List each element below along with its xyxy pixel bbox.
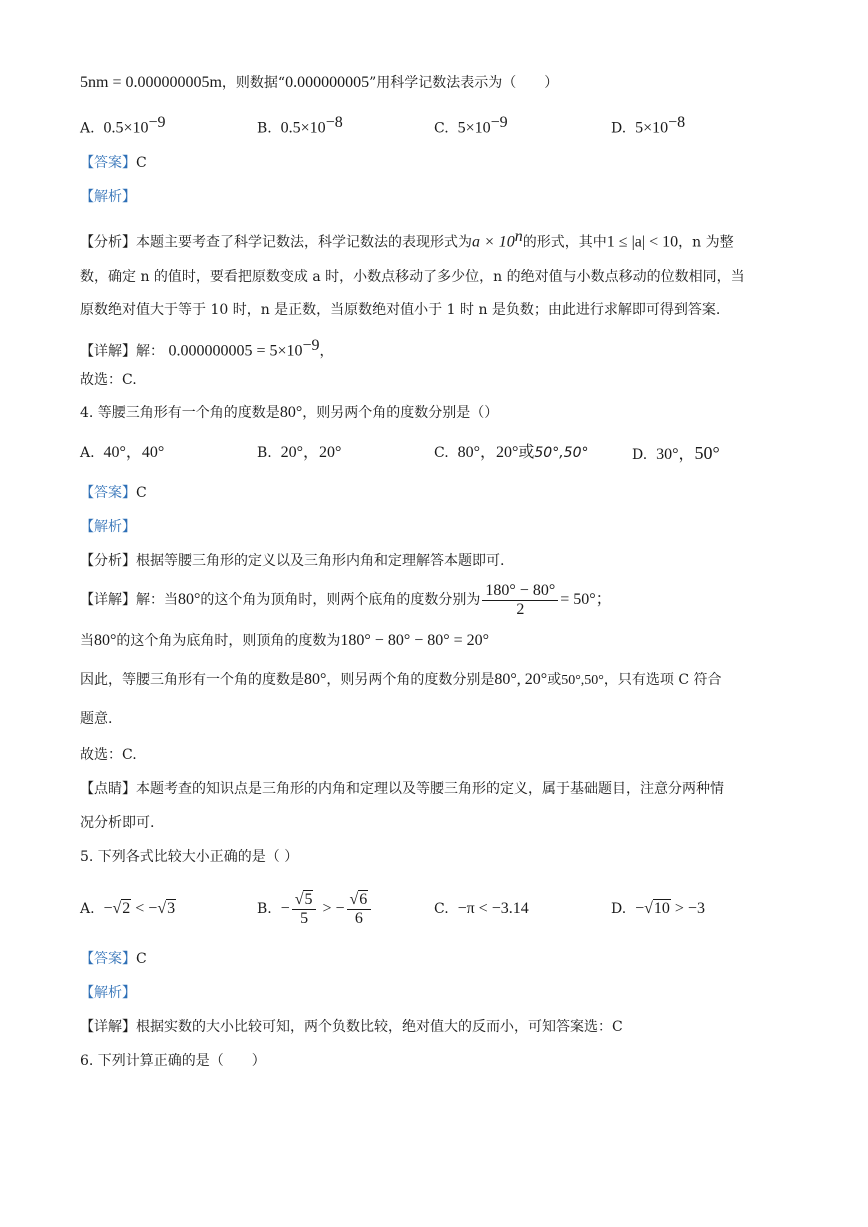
q3-fenxi-line-1: 【分析】本题主要考查了科学记数法，科学记数法的表现形式为$a \times 10^n$的形式，其中1 ≤ |a| < 10，n 为整 — [80, 228, 734, 251]
q5-option-b-expr: − $\frac{√5}{5}$ > − $\frac{√6}{6}$ — [281, 900, 374, 917]
q5-option-a: A. −√2 < −√3 — [80, 900, 176, 917]
q3-option-b: B. $0.5\times 10^{-8}$ — [257, 114, 343, 137]
q3-stem-text-1: ，则数据“ — [221, 75, 286, 91]
answer-value: C — [136, 155, 147, 171]
q5-answer — [80, 949, 147, 969]
answer-tag: 【答案】 — [80, 951, 136, 967]
q3-fenxi-line-3: 原数绝对值大于等于 10 时，n 是正数，当原数绝对值小于 1 时 n 是负数；由此进行求解即可得到答案. — [80, 302, 721, 318]
q3-stem-formula: 5nm = 0.000000005m — [80, 74, 222, 91]
q4-stem: 4. 等腰三角形有一个角的度数是80°，则另两个角的度数分别是（） — [80, 404, 499, 421]
q3-option-d: D. $5\times 10^{-8}$ — [611, 114, 686, 137]
q4-fenxi: 【分析】根据等腰三角形的定义以及三角形内角和定理解答本题即可. — [80, 553, 505, 569]
q3-stem-number: 0.000000005 — [285, 74, 370, 91]
q4-answer — [80, 483, 147, 503]
q5-analysis-tag: 【解析】 — [80, 985, 136, 1001]
q6-stem: 6. 下列计算正确的是（ ） — [80, 1053, 266, 1069]
q4-dianjing: 【点睛】本题考查的知识点是三角形的内角和定理以及等腰三角形的定义，属于基础题目，注意分两种情 — [80, 781, 724, 797]
q4-choose: 故选：C. — [80, 747, 137, 763]
q5-option-b: B. − $\frac{√5}{5}$ > − $\frac{√6}{6}$ — [257, 885, 373, 933]
q3-fenxi-line-2: 数，确定 n 的值时，要看把原数变成 a 时，小数点移动了多少位，n 的绝对值与小数点移动的位数相同，当 — [80, 269, 745, 285]
q3-analysis-tag: 【解析】 — [80, 189, 136, 205]
q4-analysis-tag: 【解析】 — [80, 519, 136, 535]
q4-detail-line-1: 【详解】解：当80°的这个角为顶角时，则两个底角的度数分别为 $\frac{180^\circ - 80^\circ}{2}$ = 50°； — [80, 581, 612, 618]
answer-value: C — [136, 485, 147, 501]
q4-dianjing-line-2: 况分析即可. — [80, 815, 155, 831]
answer-value: C — [136, 951, 147, 967]
q4-fraction: $\frac{180^\circ - 80^\circ}{2}$ — [482, 582, 558, 619]
q3-stem-text-2: ”用科学记数法表示为（ ） — [369, 75, 559, 91]
q5-option-c: C. −π < −3.14 — [434, 900, 529, 917]
q4-detail-line-4: 题意. — [80, 711, 113, 727]
q5-detail: 【详解】根据实数的大小比较可知，两个负数比较，绝对值大的反而小，可知答案选：C — [80, 1019, 623, 1035]
q4-option-b: B. 20°，20° — [257, 444, 342, 461]
q4-option-c: C. 80°，20°或50°,50° — [434, 444, 589, 461]
answer-tag: 【答案】 — [80, 155, 136, 171]
q4-option-a: A. 40°，40° — [80, 444, 165, 461]
q4-option-d: D. 30°，50° — [632, 443, 720, 463]
q3-option-c: C. $5\times 10^{-9}$ — [434, 114, 508, 137]
q3-option-a: A. $0.5\times 10^{-9}$ — [80, 114, 166, 137]
q3-detail: 【详解】解： $0.000000005 = 5\times 10^{-9}$， — [80, 337, 334, 360]
answer-tag: 【答案】 — [80, 485, 136, 501]
q5-option-d: D. −√10 > −3 — [611, 900, 705, 917]
q4-detail-line-3: 因此，等腰三角形有一个角的度数是80°，则另两个角的度数分别是80°, 20°或50°,50°，只有选项 C 符合 — [80, 671, 722, 688]
q3-choose: 故选：C. — [80, 372, 137, 388]
q3-answer — [80, 153, 147, 173]
q5-stem: 5. 下列各式比较大小正确的是（ ） — [80, 849, 299, 865]
q3-stem — [80, 73, 558, 93]
q4-detail-line-2: 当80°的这个角为底角时，则顶角的度数为180° − 80° − 80° = 20° — [80, 632, 490, 649]
q5-option-d-expr: −√10 > −3 — [635, 900, 705, 917]
q5-option-a-expr: −√2 < −√3 — [103, 900, 176, 917]
